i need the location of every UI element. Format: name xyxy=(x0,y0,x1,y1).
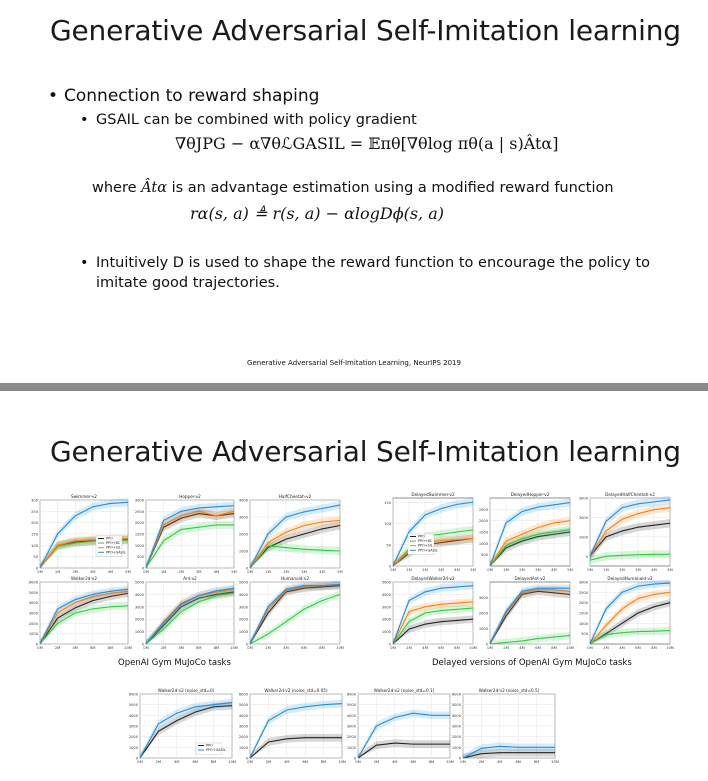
x-tick-label: 0M xyxy=(487,646,493,650)
legend-label: PPO xyxy=(106,536,113,541)
y-tick-label: 1000 xyxy=(238,745,248,750)
chart-walker2d-v2-noise-std-0-1 xyxy=(347,688,454,764)
legend-label: PPO xyxy=(206,743,213,748)
x-tick-label: 4M xyxy=(174,760,180,764)
y-tick-label: 3000 xyxy=(134,605,144,610)
x-tick-label: 0M xyxy=(37,570,43,574)
y-tick-label: 2000 xyxy=(28,621,38,626)
x-tick-label: 0M xyxy=(355,760,361,764)
y-tick-label: 1000 xyxy=(128,745,138,750)
chart-delayedhumanoid-v2 xyxy=(579,576,674,650)
chart-title: DelayedHalfCheetah-v2 xyxy=(605,492,655,497)
y-tick-label: 2000 xyxy=(238,735,248,740)
y-tick-label: 2000 xyxy=(346,735,356,740)
chart-title: Humanoid-v2 xyxy=(280,576,310,581)
x-tick-label: 3M xyxy=(635,568,641,572)
x-tick-label: 6M xyxy=(635,646,641,650)
chart-walker2d-v2-noise-std-0-05 xyxy=(239,688,346,764)
y-tick-label: 0 xyxy=(245,642,248,647)
y-tick-label: 3000 xyxy=(451,724,461,729)
x-tick-label: 0M xyxy=(390,568,396,572)
y-tick-label: 0 xyxy=(353,756,356,761)
x-tick-label: 10M xyxy=(566,646,574,650)
y-tick-label: 5000 xyxy=(451,703,461,708)
x-tick-label: 8M xyxy=(533,760,540,764)
x-tick-label: 2M xyxy=(265,646,271,650)
y-tick-label: 0 xyxy=(135,756,138,761)
x-tick-label: 4M xyxy=(178,646,184,650)
y-tick-label: 250 xyxy=(31,509,38,514)
x-tick-label: 4M xyxy=(454,568,460,572)
y-tick-label: 1000 xyxy=(238,630,248,635)
x-tick-label: 4M xyxy=(651,568,657,572)
chart-delayedhalfcheetah-v2 xyxy=(579,492,673,572)
x-tick-label: 6M xyxy=(515,760,521,764)
y-tick-label: 0 xyxy=(35,566,38,571)
y-tick-label: 6000 xyxy=(346,692,356,697)
x-tick-label: 2M xyxy=(178,570,184,574)
chart-delayedswimmer-v2 xyxy=(384,492,476,572)
chart-title: Walker2d-v2 xyxy=(70,576,98,581)
y-tick-label: 2500 xyxy=(578,590,588,595)
chart-humanoid-v2 xyxy=(239,576,344,650)
x-tick-label: 10M xyxy=(336,646,344,650)
x-tick-label: 4M xyxy=(107,570,114,574)
x-tick-label: 1M xyxy=(265,570,271,574)
x-tick-label: 0M xyxy=(247,646,253,650)
x-tick-label: 4M xyxy=(422,646,428,650)
y-tick-label: 1500 xyxy=(578,611,588,616)
chart-delayedant-v2 xyxy=(479,576,574,650)
y-tick-label: 0 xyxy=(485,642,488,647)
y-tick-label: 5000 xyxy=(238,580,248,585)
chart-hopper-v2 xyxy=(135,494,237,574)
x-tick-label: 3M xyxy=(438,568,444,572)
y-tick-label: 500 xyxy=(137,555,144,560)
y-tick-label: 5000 xyxy=(381,580,391,585)
y-tick-label: 0 xyxy=(35,642,38,647)
y-tick-label: 0 xyxy=(245,756,248,761)
chart-delayedwalker2d-v2 xyxy=(382,576,477,650)
y-tick-label: 6000 xyxy=(238,692,248,697)
x-tick-label: 3M xyxy=(535,568,541,572)
x-tick-label: 2M xyxy=(283,570,289,574)
equation-modified-reward: rα(s, a) ≜ r(s, a) − αlogDϕ(s, a) xyxy=(190,204,445,223)
y-tick-label: 150 xyxy=(31,532,38,537)
chart-title: Walker2d-v2 (noise_std=0.5) xyxy=(478,688,540,693)
x-tick-label: 4M xyxy=(283,646,289,650)
chart-delayedhopper-v2 xyxy=(479,492,573,572)
y-tick-label: 3000 xyxy=(381,605,391,610)
y-tick-label: 50 xyxy=(33,555,38,560)
y-tick-label: 1000 xyxy=(451,745,461,750)
x-tick-label: 1M xyxy=(406,568,412,572)
slide-1-title: Generative Adversarial Self-Imitation learning xyxy=(50,14,681,47)
y-tick-label: 0 xyxy=(388,564,391,569)
x-tick-label: 4M xyxy=(619,646,625,650)
x-tick-label: 2M xyxy=(503,646,509,650)
chart-title: Hopper-v2 xyxy=(179,494,201,499)
x-tick-label: 10M xyxy=(446,760,454,764)
y-tick-label: 6000 xyxy=(28,580,38,585)
x-tick-label: 2M xyxy=(406,646,412,650)
chart-title: DelayedWalker2d-v2 xyxy=(411,576,455,581)
x-tick-label: 8M xyxy=(210,760,217,764)
intuition-line-2: imitate good trajectories. xyxy=(96,275,280,291)
x-tick-label: 3M xyxy=(301,570,307,574)
y-tick-label: 4000 xyxy=(346,713,356,718)
y-tick-label: 0 xyxy=(141,642,144,647)
x-tick-label: 2M xyxy=(155,760,162,764)
slide-2-title: Generative Adversarial Self-Imitation learning xyxy=(50,435,681,468)
x-tick-label: 2M xyxy=(422,568,428,572)
y-tick-label: 1000 xyxy=(578,621,588,626)
y-tick-label: 1000 xyxy=(28,632,38,637)
x-tick-label: 5M xyxy=(337,570,343,574)
y-tick-label: 1000 xyxy=(134,543,144,548)
y-tick-label: 2500 xyxy=(134,509,144,514)
legend-delayed xyxy=(408,534,438,554)
legend-label: PPO+GASIL xyxy=(418,548,438,553)
y-tick-label: 4000 xyxy=(238,592,248,597)
chart-walker2d-v2-noise-std-0-5 xyxy=(452,688,559,764)
x-tick-label: 0M xyxy=(390,646,396,650)
x-tick-label: 8M xyxy=(454,646,460,650)
bullet-dot-icon: • xyxy=(80,255,89,271)
chart-title: DelayedAnt-v2 xyxy=(514,576,546,581)
x-tick-label: 2M xyxy=(54,646,61,650)
y-tick-label: 5000 xyxy=(128,703,138,708)
chart-title: DelayedHumanoid-v2 xyxy=(607,576,653,581)
where-text: where xyxy=(92,180,137,196)
x-tick-label: 0M xyxy=(487,568,493,572)
x-tick-label: 0M xyxy=(137,760,143,764)
y-tick-label: 2500 xyxy=(478,507,488,512)
y-tick-label: 0 xyxy=(585,554,588,559)
y-tick-label: 1500 xyxy=(478,530,488,535)
x-tick-label: 8M xyxy=(319,646,325,650)
y-tick-label: 2000 xyxy=(478,519,488,524)
y-tick-label: 3000 xyxy=(134,498,144,503)
x-tick-label: 1M xyxy=(160,570,167,574)
y-tick-label: 1000 xyxy=(578,535,588,540)
x-tick-label: 6M xyxy=(90,646,96,650)
x-tick-label: 6M xyxy=(535,646,541,650)
y-tick-label: 3000 xyxy=(238,605,248,610)
y-tick-label: 4000 xyxy=(451,713,461,718)
x-tick-label: 2M xyxy=(160,646,167,650)
bullet-dot-icon: • xyxy=(80,112,89,128)
x-tick-label: 2M xyxy=(519,568,525,572)
x-tick-label: 5M xyxy=(125,570,131,574)
x-tick-label: 10M xyxy=(124,646,132,650)
chart-title: Ant-v2 xyxy=(183,576,197,581)
sub-bullet-text: GSAIL can be combined with policy gradient xyxy=(96,112,417,128)
y-tick-label: 1000 xyxy=(238,549,248,554)
where-description: is an advantage estimation using a modified reward function xyxy=(171,180,614,196)
y-tick-label: 4000 xyxy=(128,713,138,718)
x-tick-label: 2M xyxy=(72,570,78,574)
y-tick-label: 3000 xyxy=(478,596,488,600)
y-tick-label: 3000 xyxy=(128,724,138,729)
x-tick-label: 4M xyxy=(519,646,525,650)
x-tick-label: 6M xyxy=(438,646,444,650)
x-tick-label: 4M xyxy=(497,760,503,764)
y-tick-label: 6000 xyxy=(451,692,461,697)
y-tick-label: 100 xyxy=(31,543,38,548)
y-tick-label: 0 xyxy=(388,642,391,647)
x-tick-label: 10M xyxy=(551,760,559,764)
y-tick-label: 4000 xyxy=(134,592,144,597)
chart-swimmer-v2 xyxy=(31,494,131,574)
y-tick-label: 6000 xyxy=(128,692,138,697)
y-tick-label: 5000 xyxy=(134,580,144,585)
x-tick-label: 6M xyxy=(410,760,416,764)
y-tick-label: 150 xyxy=(384,500,391,505)
y-tick-label: 3000 xyxy=(346,724,356,729)
equation-policy-gradient: ∇θJPG − α∇θℒGASIL = 𝔼πθ[∇θlog πθ(a | s)Âtα] xyxy=(175,134,559,153)
x-tick-label: 4M xyxy=(319,570,325,574)
intuition-line-1: Intuitively D is used to shape the reward function to encourage the policy to xyxy=(96,255,651,271)
x-tick-label: 0M xyxy=(143,570,149,574)
y-tick-label: 500 xyxy=(481,553,488,558)
legend-noise xyxy=(196,743,226,754)
y-tick-label: 2000 xyxy=(134,521,144,526)
x-tick-label: 8M xyxy=(107,646,114,650)
y-tick-label: 3000 xyxy=(238,515,248,520)
caption-mujoco: OpenAI Gym MuJoCo tasks xyxy=(118,658,231,668)
x-tick-label: 4M xyxy=(284,760,290,764)
y-tick-label: 2000 xyxy=(478,611,488,616)
y-tick-label: 2000 xyxy=(238,617,248,622)
x-tick-label: 2M xyxy=(603,646,609,650)
x-tick-label: 5M xyxy=(567,568,573,572)
y-tick-label: 4000 xyxy=(238,498,248,503)
advantage-symbol: Âtα xyxy=(141,180,167,196)
chart-title: DelayedSwimmer-v2 xyxy=(411,492,455,497)
x-tick-label: 6M xyxy=(301,646,307,650)
y-tick-label: 1000 xyxy=(346,745,356,750)
x-tick-label: 4M xyxy=(392,760,398,764)
y-tick-label: 50 xyxy=(386,543,391,548)
citation: Generative Adversarial Self-Imitation Learning, NeurIPS 2019 xyxy=(247,359,461,367)
x-tick-label: 8M xyxy=(320,760,327,764)
x-tick-label: 8M xyxy=(551,646,557,650)
y-tick-label: 4000 xyxy=(28,601,38,606)
y-tick-label: 2000 xyxy=(578,601,588,606)
chart-walker2d-v2 xyxy=(29,576,132,650)
x-tick-label: 1M xyxy=(54,570,61,574)
x-tick-label: 2M xyxy=(478,760,485,764)
chart-title: Walker2d-v2 (noise_std=0.05) xyxy=(264,688,328,693)
legend-label: PPO+BC xyxy=(418,539,433,544)
y-tick-label: 2000 xyxy=(578,515,588,520)
y-tick-label: 3000 xyxy=(578,496,588,501)
y-tick-label: 1000 xyxy=(478,627,488,631)
x-tick-label: 10M xyxy=(230,646,238,650)
x-tick-label: 5M xyxy=(231,570,237,574)
x-tick-label: 1M xyxy=(503,568,509,572)
x-tick-label: 0M xyxy=(143,646,149,650)
x-tick-label: 8M xyxy=(213,646,220,650)
x-tick-label: 8M xyxy=(428,760,435,764)
chart-title: Walker2d-v2 (noise_std=0) xyxy=(157,688,215,693)
x-tick-label: 1M xyxy=(603,568,609,572)
y-tick-label: 2000 xyxy=(381,617,391,622)
legend-label: PPO+BC xyxy=(106,541,121,546)
y-tick-label: 300 xyxy=(31,498,38,503)
y-tick-label: 1000 xyxy=(381,630,391,635)
chart-ant-v2 xyxy=(135,576,238,650)
y-tick-label: 1500 xyxy=(134,532,144,537)
y-tick-label: 5000 xyxy=(28,590,38,595)
chart-halfcheetah-v2 xyxy=(239,494,343,574)
legend-label: PPO+GASIL xyxy=(106,550,126,555)
x-tick-label: 0M xyxy=(247,760,253,764)
x-tick-label: 3M xyxy=(90,570,96,574)
y-tick-label: 3000 xyxy=(28,611,38,616)
x-tick-label: 3M xyxy=(196,570,202,574)
legend-label: PPO+GASIL xyxy=(206,748,226,753)
x-tick-label: 0M xyxy=(587,646,593,650)
x-tick-label: 2M xyxy=(265,760,272,764)
x-tick-label: 0M xyxy=(587,568,593,572)
x-tick-label: 0M xyxy=(460,760,466,764)
x-tick-label: 10M xyxy=(338,760,346,764)
y-tick-label: 3000 xyxy=(238,724,248,729)
x-tick-label: 4M xyxy=(551,568,557,572)
x-tick-label: 8M xyxy=(651,646,657,650)
y-tick-label: 2000 xyxy=(451,735,461,740)
x-tick-label: 2M xyxy=(373,760,380,764)
chart-title: Swimmer-v2 xyxy=(71,494,97,499)
x-tick-label: 10M xyxy=(469,646,477,650)
x-tick-label: 10M xyxy=(666,646,674,650)
legend-label: PPO+SIL xyxy=(106,545,121,550)
y-tick-label: 2000 xyxy=(134,617,144,622)
x-tick-label: 2M xyxy=(619,568,625,572)
y-tick-label: 2000 xyxy=(238,532,248,537)
x-tick-label: 6M xyxy=(196,646,202,650)
legend-label: PPO xyxy=(418,534,425,539)
y-tick-label: 100 xyxy=(384,522,391,526)
x-tick-label: 10M xyxy=(228,760,236,764)
y-tick-label: 200 xyxy=(31,521,38,526)
caption-delayed-mujoco: Delayed versions of OpenAI Gym MuJoCo tasks xyxy=(432,658,632,668)
y-tick-label: 5000 xyxy=(238,703,248,708)
x-tick-label: 6M xyxy=(302,760,308,764)
x-tick-label: 0M xyxy=(247,570,253,574)
y-tick-label: 1000 xyxy=(478,541,488,546)
y-tick-label: 0 xyxy=(141,566,144,571)
x-tick-label: 5M xyxy=(470,568,476,572)
y-tick-label: 5000 xyxy=(346,703,356,708)
y-tick-label: 500 xyxy=(581,632,588,637)
x-tick-label: 4M xyxy=(72,646,78,650)
y-tick-label: 4000 xyxy=(381,592,391,597)
legend-label: PPO+SIL xyxy=(418,543,433,548)
bullet-text: Connection to reward shaping xyxy=(64,86,320,106)
y-tick-label: 0 xyxy=(245,566,248,571)
x-tick-label: 0M xyxy=(37,646,43,650)
x-tick-label: 4M xyxy=(213,570,220,574)
chart-title: HalfCheetah-v2 xyxy=(278,494,312,499)
y-tick-label: 3000 xyxy=(578,580,588,585)
chart-title: DelayedHopper-v2 xyxy=(510,492,550,497)
y-tick-label: 1000 xyxy=(134,630,144,635)
y-tick-label: 0 xyxy=(458,756,461,761)
legend-mujoco xyxy=(96,536,126,556)
x-tick-label: 6M xyxy=(192,760,198,764)
x-tick-label: 5M xyxy=(667,568,673,572)
bullet-dot-icon: • xyxy=(48,86,59,106)
chart-title: Walker2d-v2 (noise_std=0.1) xyxy=(373,688,435,693)
y-tick-label: 2000 xyxy=(128,735,138,740)
y-tick-label: 4000 xyxy=(238,713,248,718)
